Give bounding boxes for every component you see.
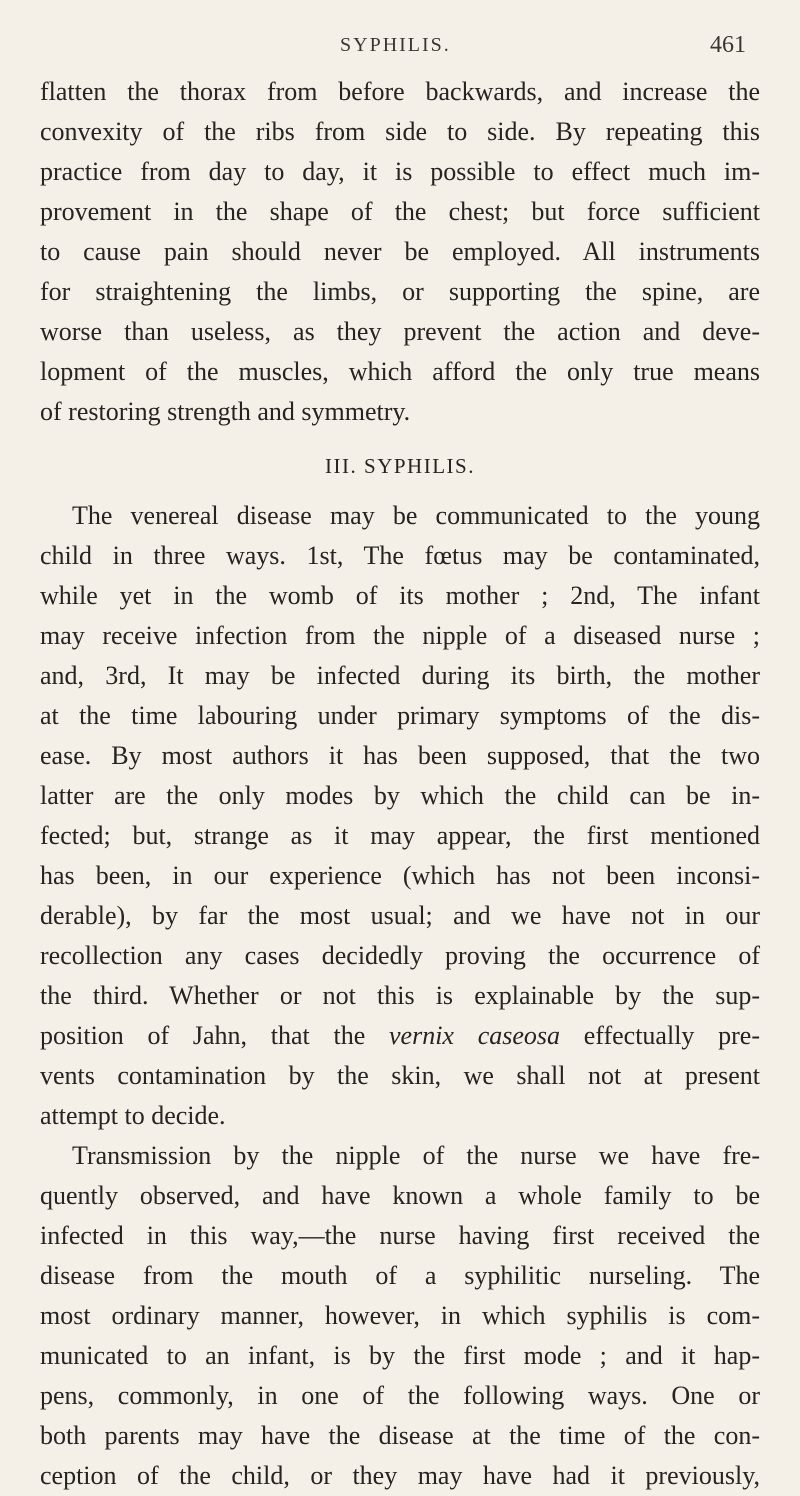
text-line: at the time labouring under primary symptoms of the dis- xyxy=(40,701,760,730)
text-line: may receive infection from the nipple of a diseased nurse ; xyxy=(40,621,760,650)
text-line: provement in the shape of the chest; but force sufficient xyxy=(40,197,760,226)
text-line: flatten the thorax from before backwards, and increase the xyxy=(40,77,760,106)
text-line: pens, commonly, in one of the following ways. One or xyxy=(40,1381,760,1410)
text-line: of restoring strength and symmetry. xyxy=(40,397,411,426)
italic-term: vernix caseosa xyxy=(389,1021,561,1050)
text-line: municated to an infant, is by the first mode ; and it hap- xyxy=(40,1341,760,1370)
text-line: most ordinary manner, however, in which syphilis is com- xyxy=(40,1301,760,1330)
text-line: has been, in our experience (which has not been inconsi- xyxy=(40,861,760,890)
text-line: attempt to decide. xyxy=(40,1101,226,1130)
text-line: derable), by far the most usual; and we have not in our xyxy=(40,901,760,930)
section-heading: III. SYPHILIS. xyxy=(325,454,475,478)
text-line: Transmission by the nipple of the nurse we have fre- xyxy=(72,1141,760,1170)
running-head: SYPHILIS. xyxy=(340,34,451,56)
text-line: lopment of the muscles, which afford the only true means xyxy=(40,357,760,386)
text-line: quently observed, and have known a whole family to be xyxy=(40,1181,760,1210)
text-segment: effectually pre- xyxy=(560,1021,761,1050)
paragraph-venereal-disease xyxy=(40,496,760,1136)
text-line: ception of the child, or they may have had it previously, xyxy=(40,1461,760,1490)
paragraph-transmission xyxy=(40,1136,760,1496)
text-line: disease from the mouth of a syphilitic nurseling. The xyxy=(40,1261,760,1290)
text-line: ease. By most authors it has been supposed, that the two xyxy=(40,741,760,770)
text-line: the third. Whether or not this is explainable by the sup- xyxy=(40,981,760,1010)
text-line: and, 3rd, It may be infected during its birth, the mother xyxy=(40,661,760,690)
page-number: 461 xyxy=(710,32,746,58)
text-line: both parents may have the disease at the time of the con- xyxy=(40,1421,760,1450)
paragraph-continued xyxy=(40,72,760,432)
text-line: worse than useless, as they prevent the action and deve- xyxy=(40,317,760,346)
text-line: vents contamination by the skin, we shall not at present xyxy=(40,1061,760,1090)
text-line: for straightening the limbs, or supporting the spine, are xyxy=(40,277,760,306)
text-line: fected; but, strange as it may appear, the first mentioned xyxy=(40,821,760,850)
text-line: child in three ways. 1st, The fœtus may be contaminated, xyxy=(40,541,760,570)
text-line: practice from day to day, it is possible to effect much im- xyxy=(40,157,760,186)
text-line: latter are the only modes by which the child can be in- xyxy=(40,781,760,810)
text-line: recollection any cases decidedly proving the occurrence of xyxy=(40,941,760,970)
text-line: while yet in the womb of its mother ; 2nd, The infant xyxy=(40,581,760,610)
body-text xyxy=(40,72,760,1496)
text-line: The venereal disease may be communicated to the young xyxy=(72,501,760,530)
text-line: convexity of the ribs from side to side. By repeating this xyxy=(40,117,760,146)
text-segment: position of Jahn, that the xyxy=(40,1021,389,1050)
text-line-with-italic xyxy=(40,1016,760,1056)
text-line: infected in this way,—the nurse having first received the xyxy=(40,1221,760,1250)
text-line: to cause pain should never be employed. All instruments xyxy=(40,237,760,266)
